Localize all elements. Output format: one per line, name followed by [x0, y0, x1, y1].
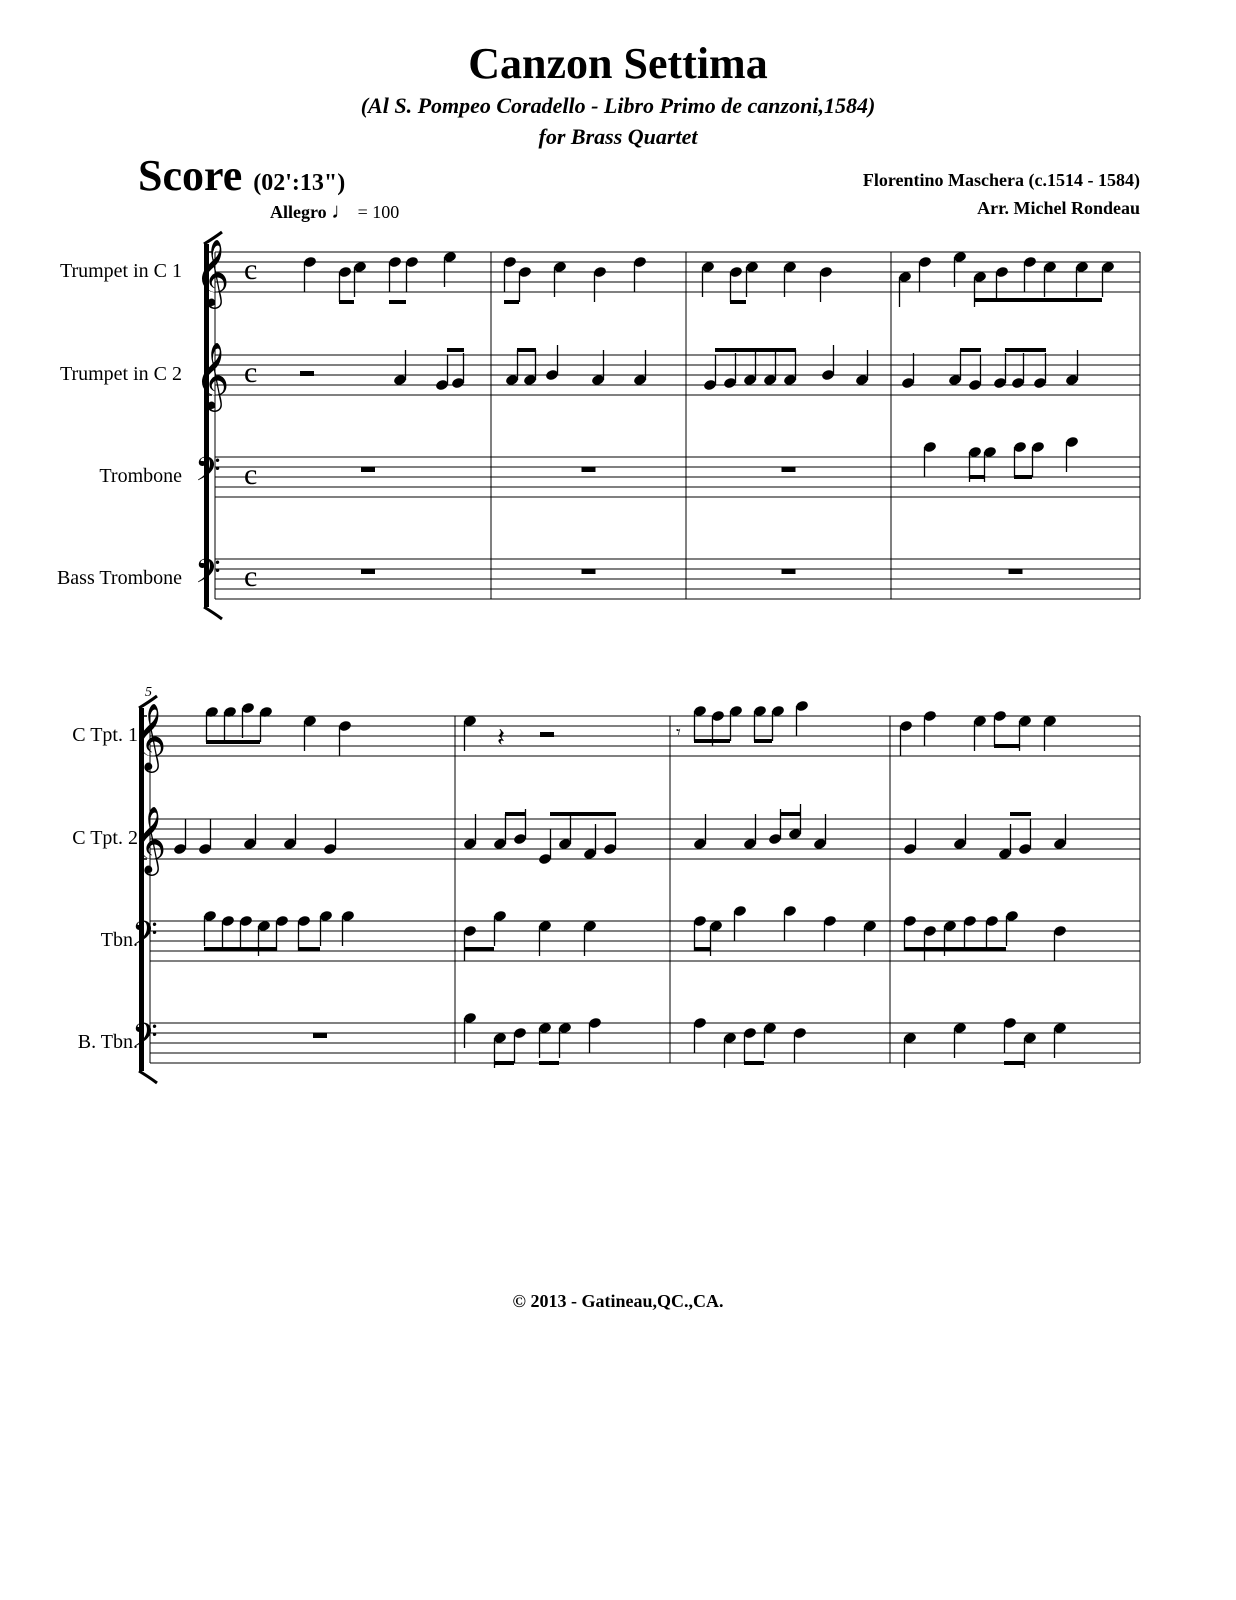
subtitle: (Al S. Pompeo Coradello - Libro Primo de canzoni,1584)	[360, 93, 876, 118]
note-beam	[206, 740, 260, 744]
copyright: © 2013 - Gatineau,QC.,CA.	[512, 1291, 724, 1311]
duration: (02':13")	[253, 170, 346, 196]
notation-glyphs	[132, 238, 1115, 1068]
whole-rest	[361, 467, 375, 472]
time-signature: c	[244, 253, 258, 286]
note-beam	[204, 947, 276, 951]
note-beam	[1014, 475, 1032, 479]
note-beam	[715, 348, 796, 352]
note-beam	[517, 348, 536, 352]
note-beam	[994, 744, 1019, 748]
staff-trumpet-1	[150, 716, 1140, 756]
note-beam	[694, 947, 710, 951]
note-beam	[754, 739, 772, 743]
note-beam	[1004, 1061, 1024, 1065]
half-rest	[300, 371, 314, 376]
quarter-rest: 𝄽	[497, 723, 505, 753]
note-beam	[464, 947, 494, 951]
time-signature: c	[244, 356, 258, 389]
whole-rest	[361, 569, 375, 574]
system-1	[204, 232, 1140, 619]
note-beam	[389, 300, 406, 304]
instrument-label: C Tpt. 1	[72, 724, 138, 746]
eighth-rest: 𝄾	[676, 722, 681, 743]
barlines	[150, 716, 1140, 1063]
instrument-label: Bass Trombone	[56, 567, 182, 589]
bass-clef-icon: 𝄢	[132, 1017, 158, 1063]
staff-trombone	[215, 457, 1140, 497]
tempo-text: Allegro	[270, 202, 327, 222]
instrument-label: C Tpt. 2	[72, 827, 138, 849]
staff-trumpet-2	[215, 355, 1140, 395]
instrument-label: B. Tbn.	[77, 1031, 138, 1053]
instrumentation: for Brass Quartet	[538, 124, 698, 149]
whole-rest	[313, 1033, 327, 1038]
system-2	[139, 685, 1140, 1083]
whole-rest	[582, 569, 596, 574]
bass-clef-icon: 𝄢	[132, 915, 158, 961]
note-beam	[744, 1061, 764, 1065]
note-beam	[1005, 348, 1046, 352]
note-beam	[904, 947, 1006, 951]
note-beam	[494, 1061, 514, 1065]
barlines	[215, 252, 1140, 599]
note-beam	[447, 348, 464, 352]
half-rest	[540, 732, 554, 737]
treble-clef-icon: 𝄞	[132, 805, 167, 873]
note-beam	[539, 1061, 559, 1065]
whole-rest	[782, 569, 796, 574]
quarter-note-icon: ♩	[331, 198, 354, 223]
score-word: Score	[138, 151, 243, 200]
treble-clef-icon: 𝄞	[195, 238, 230, 306]
bass-clef-icon: 𝄢	[195, 553, 221, 599]
composer: Florentino Maschera (c.1514 - 1584)	[862, 170, 1140, 190]
staff-bass-trombone	[150, 1023, 1140, 1063]
note-beam	[780, 812, 801, 816]
note-beam	[694, 739, 730, 743]
note-beam	[974, 298, 1102, 302]
whole-rest	[1009, 569, 1023, 574]
staff-trumpet-2	[150, 819, 1140, 859]
time-signature: c	[244, 458, 258, 491]
instrument-label: Tbn.	[100, 929, 138, 951]
whole-rest	[782, 467, 796, 472]
page-title: Canzon Settima	[468, 39, 768, 88]
note-beam	[550, 812, 616, 816]
note-beam	[339, 300, 354, 304]
measure-number: 5	[145, 685, 152, 700]
tempo-value: = 100	[357, 202, 400, 222]
treble-clef-icon: 𝄞	[132, 702, 167, 770]
arranger: Arr. Michel Rondeau	[977, 198, 1140, 218]
note-beam	[504, 300, 519, 304]
instrument-label: Trombone	[99, 465, 182, 487]
note-beam	[960, 348, 981, 352]
treble-clef-icon: 𝄞	[195, 341, 230, 409]
note-beam	[969, 475, 984, 479]
instrument-label: Trumpet in C 2	[59, 363, 182, 385]
note-beam	[505, 812, 526, 816]
note-beam	[298, 947, 320, 951]
note-beam	[730, 300, 746, 304]
bass-clef-icon: 𝄢	[195, 451, 221, 497]
whole-rest	[582, 467, 596, 472]
instrument-label: Trumpet in C 1	[59, 260, 182, 282]
note-beam	[1010, 812, 1031, 816]
time-signature: c	[244, 560, 258, 593]
staff-bass-trombone	[215, 559, 1140, 599]
